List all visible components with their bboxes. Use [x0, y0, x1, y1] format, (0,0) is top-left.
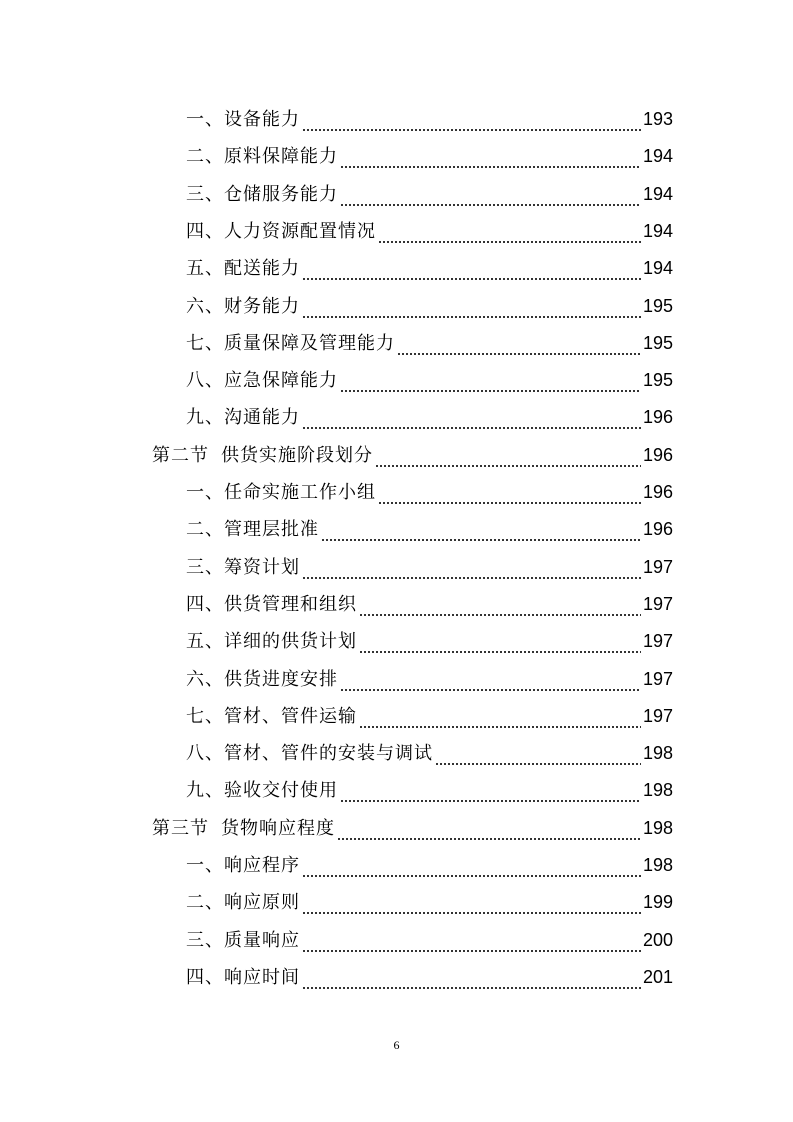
dot-leader	[397, 325, 641, 362]
toc-entry-number: 七、	[186, 706, 224, 727]
toc-entry-title: 供货管理和组织	[224, 594, 357, 615]
toc-entry-title: 沟通能力	[224, 407, 300, 428]
toc-entry-page: 201	[642, 967, 673, 987]
toc-entry-title: 筹资计划	[224, 557, 300, 578]
toc-entry-label	[186, 288, 300, 325]
toc-entry-label	[186, 847, 300, 884]
toc-entry[interactable]	[186, 101, 673, 138]
toc-entry[interactable]	[186, 250, 673, 287]
toc-entry-number: 八、	[186, 743, 224, 764]
toc-entry-page: 196	[642, 482, 673, 502]
toc-entry-title: 质量响应	[224, 930, 300, 951]
toc-entry-page: 195	[642, 333, 673, 353]
toc-entry-title: 原料保障能力	[224, 146, 338, 167]
toc-entry-title: 响应原则	[224, 892, 300, 913]
toc-entry-title: 质量保障及管理能力	[224, 333, 395, 354]
toc-entry[interactable]	[186, 138, 673, 175]
toc-entry-page: 194	[642, 146, 673, 166]
dot-leader	[302, 847, 641, 884]
toc-entry-page: 197	[642, 706, 673, 726]
dot-leader	[340, 176, 641, 213]
toc-entry-page: 197	[642, 594, 673, 614]
toc-entry-page: 196	[642, 407, 673, 427]
toc-entry[interactable]	[186, 884, 673, 921]
toc-entry-title: 货物响应程度	[221, 818, 335, 839]
dot-leader	[359, 623, 641, 660]
dot-leader	[302, 549, 641, 586]
toc-entry[interactable]	[186, 698, 673, 735]
toc-entry-page: 195	[642, 296, 673, 316]
toc-entry-title: 详细的供货计划	[224, 631, 357, 652]
dot-leader	[340, 362, 641, 399]
toc-entry-number: 九、	[186, 780, 224, 801]
toc-entry-number: 三、	[186, 184, 224, 205]
toc-entry-label	[186, 399, 300, 436]
toc-entry[interactable]	[186, 213, 673, 250]
toc-entry[interactable]	[186, 288, 673, 325]
toc-entry-number: 七、	[186, 333, 224, 354]
toc-entry-page: 193	[642, 109, 673, 129]
toc-entry-label	[186, 586, 357, 623]
toc-entry[interactable]	[186, 549, 673, 586]
toc-entry-page: 198	[642, 855, 673, 875]
toc-entry-page: 198	[642, 743, 673, 763]
toc-entry[interactable]	[186, 959, 673, 996]
toc-entry[interactable]	[186, 586, 673, 623]
toc-entry[interactable]	[186, 511, 673, 548]
toc-entry-page: 194	[642, 258, 673, 278]
toc-entry-title: 应急保障能力	[224, 370, 338, 391]
toc-entry-page: 197	[642, 631, 673, 651]
toc-entry-label	[152, 810, 335, 847]
dot-leader	[340, 661, 641, 698]
toc-entry-label	[186, 735, 433, 772]
toc-entry-number: 二、	[186, 892, 224, 913]
toc-entry-label	[186, 511, 319, 548]
dot-leader	[435, 735, 641, 772]
toc-entry-number: 六、	[186, 669, 224, 690]
toc-entry-page: 197	[642, 669, 673, 689]
dot-leader	[337, 810, 641, 847]
toc-entry-label	[186, 176, 338, 213]
toc-entry[interactable]	[186, 922, 673, 959]
toc-entry-label	[186, 922, 300, 959]
toc-entry-number: 四、	[186, 967, 224, 988]
toc-entry[interactable]	[186, 362, 673, 399]
toc-entry-label	[186, 474, 376, 511]
dot-leader	[375, 437, 641, 474]
toc-entry-title: 管材、管件运输	[224, 706, 357, 727]
toc-section-entry[interactable]	[152, 437, 673, 474]
toc-entry[interactable]	[186, 325, 673, 362]
toc-entry-number: 第三节	[152, 818, 209, 839]
dot-leader	[302, 959, 641, 996]
toc-entry-number: 九、	[186, 407, 224, 428]
dot-leader	[302, 101, 641, 138]
page-number: 6	[393, 1038, 400, 1052]
toc-entry-number: 第二节	[152, 445, 209, 466]
toc-entry-page: 200	[642, 930, 673, 950]
toc-entry-label	[186, 138, 338, 175]
toc-entry-page: 197	[642, 557, 673, 577]
toc-entry-label	[186, 362, 338, 399]
toc-entry-number: 六、	[186, 296, 224, 317]
toc-entry-number: 一、	[186, 855, 224, 876]
dot-leader	[321, 511, 641, 548]
toc-entry-number: 四、	[186, 594, 224, 615]
toc-entry-page: 194	[642, 184, 673, 204]
toc-entry-title: 供货进度安排	[224, 669, 338, 690]
toc-entry[interactable]	[186, 735, 673, 772]
toc-entry[interactable]	[186, 772, 673, 809]
toc-entry-label	[186, 101, 300, 138]
toc-entry-title: 响应时间	[224, 967, 300, 988]
dot-leader	[302, 884, 641, 921]
toc-entry-label	[186, 959, 300, 996]
toc-entry-number: 三、	[186, 557, 224, 578]
toc-entry-label	[186, 884, 300, 921]
dot-leader	[359, 586, 641, 623]
toc-entry-number: 二、	[186, 146, 224, 167]
toc-entry-page: 199	[642, 892, 673, 912]
toc-entry-label	[186, 325, 395, 362]
toc-entry-title: 配送能力	[224, 258, 300, 279]
toc-entry-title: 管材、管件的安装与调试	[224, 743, 433, 764]
toc-entry-label	[186, 213, 376, 250]
toc-section-entry[interactable]	[152, 810, 673, 847]
dot-leader	[302, 922, 641, 959]
toc-entry-page: 198	[642, 818, 673, 838]
dot-leader	[302, 288, 641, 325]
dot-leader	[378, 213, 641, 250]
toc-entry-label	[186, 549, 300, 586]
dot-leader	[302, 250, 641, 287]
toc-entry[interactable]	[186, 623, 673, 660]
toc-entry-number: 一、	[186, 482, 224, 503]
toc-entry-title: 供货实施阶段划分	[221, 445, 373, 466]
toc-entry[interactable]	[186, 399, 673, 436]
dot-leader	[340, 138, 641, 175]
toc-entry[interactable]	[186, 176, 673, 213]
toc-entry-number: 八、	[186, 370, 224, 391]
toc-entry-page: 196	[642, 445, 673, 465]
toc-entry-number: 一、	[186, 109, 224, 130]
dot-leader	[340, 772, 641, 809]
toc-entry-number: 五、	[186, 258, 224, 279]
toc-entry-label	[186, 661, 338, 698]
toc-entry-label	[186, 623, 357, 660]
dot-leader	[359, 698, 641, 735]
toc-entry-title: 响应程序	[224, 855, 300, 876]
toc-entry-title: 管理层批准	[224, 519, 319, 540]
toc-entry-page: 196	[642, 519, 673, 539]
toc-entry-label	[186, 250, 300, 287]
toc-entry-label	[152, 437, 373, 474]
toc-entry-title: 设备能力	[224, 109, 300, 130]
toc-entry-title: 仓储服务能力	[224, 184, 338, 205]
toc-entry-number: 四、	[186, 221, 224, 242]
toc-entry-number: 三、	[186, 930, 224, 951]
toc-entry[interactable]	[186, 661, 673, 698]
toc-entry-page: 198	[642, 780, 673, 800]
toc-entry-number: 二、	[186, 519, 224, 540]
toc-entry-title: 财务能力	[224, 296, 300, 317]
toc-entry-title: 人力资源配置情况	[224, 221, 376, 242]
toc-entry-title: 任命实施工作小组	[224, 482, 376, 503]
toc-entry[interactable]	[186, 474, 673, 511]
toc-entry-label	[186, 772, 338, 809]
toc-entry[interactable]	[186, 847, 673, 884]
toc-entry-label	[186, 698, 357, 735]
toc-entry-page: 195	[642, 370, 673, 390]
toc-entry-title: 验收交付使用	[224, 780, 338, 801]
dot-leader	[378, 474, 641, 511]
toc-entry-number: 五、	[186, 631, 224, 652]
toc-entry-page: 194	[642, 221, 673, 241]
dot-leader	[302, 399, 641, 436]
